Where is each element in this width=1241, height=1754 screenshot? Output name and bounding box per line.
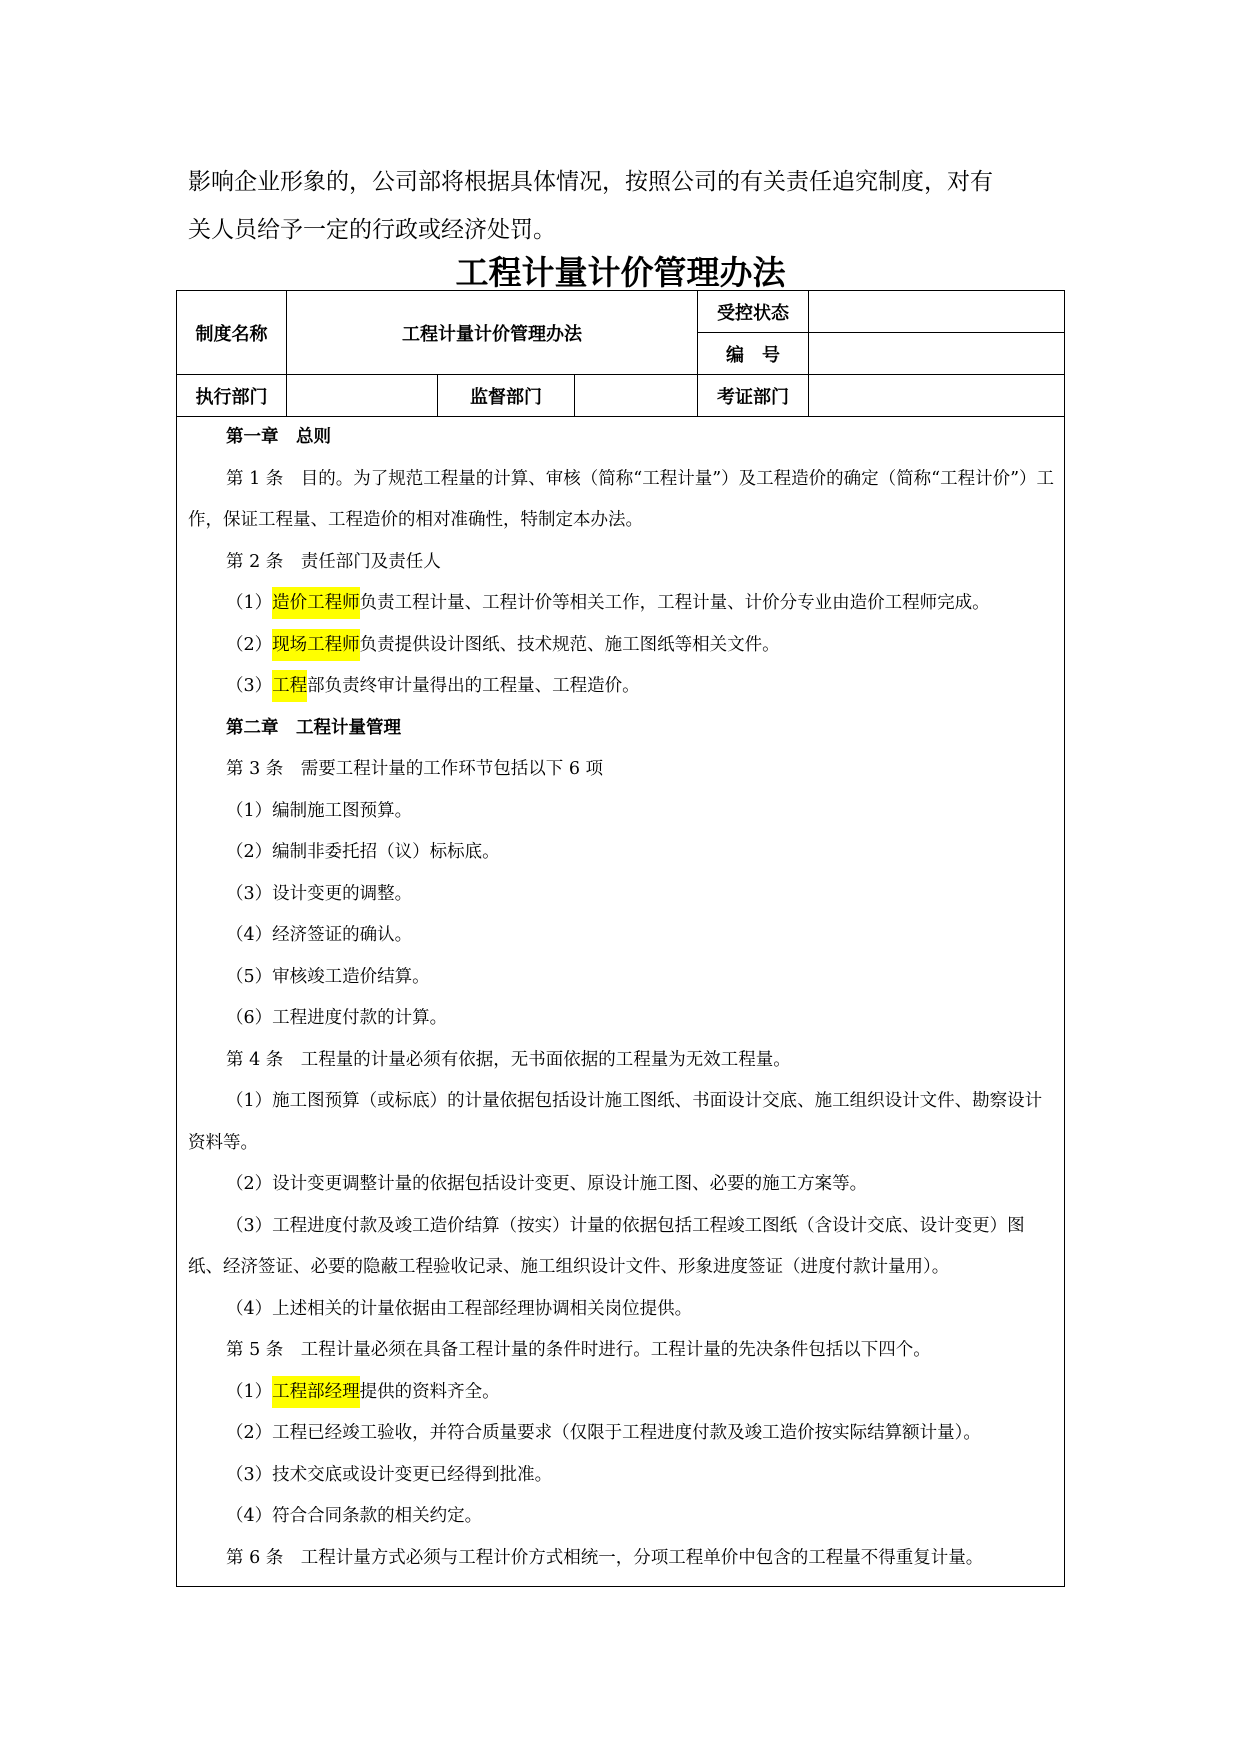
article-2-item-3: [188, 666, 1058, 708]
intro-line-2: 关人员给予一定的行政或经济处罚。: [188, 217, 556, 243]
name-label-cell: [176, 290, 287, 375]
item-number: （1）: [226, 593, 273, 613]
status-label: 受控状态: [717, 302, 789, 324]
article-3-item: （2）编制非委托招（议）标标底。: [226, 842, 500, 862]
exec-label-cell: [176, 374, 287, 417]
intro-paragraph: [188, 158, 1068, 254]
name-value-cell: [286, 290, 698, 375]
verify-label-cell: [697, 374, 809, 417]
status-label-cell: [697, 290, 809, 333]
article-1: 第 1 条 目的。为了规范工程量的计算、审核（简称“工程计量”）及工程造价的确定（简称“工程计价”）工作，保证工程量、工程造价的相对准确性，特制定本办法。: [188, 468, 1055, 530]
chapter-1-heading: 第一章 总则: [226, 427, 331, 447]
supervise-label-cell: [437, 374, 575, 417]
article-5-item-3: （3）技术交底或设计变更已经得到批准。: [226, 1464, 553, 1485]
number-label: 编 号: [726, 344, 780, 366]
chapter-2-heading: 第二章 工程计量管理: [226, 717, 401, 738]
article-4-item-3: （3）工程进度付款及竣工造价结算（按实）计量的依据包括工程竣工图纸（含设计交底、设计变更）图纸、经济签证、必要的隐蔽工程验收记录、施工组织设计文件、形象进度签证（进度付款计量用）。: [188, 1215, 1025, 1277]
supervise-value-cell: [574, 374, 698, 417]
article-4: 第 4 条 工程量的计量必须有依据，无书面依据的工程量为无效工程量。: [226, 1049, 791, 1070]
highlighted-term: 造价工程师: [272, 587, 360, 619]
exec-value-cell: [286, 374, 438, 417]
number-label-cell: [697, 332, 809, 375]
article-2: 第 2 条 责任部门及责任人: [226, 551, 441, 572]
name-value: 工程计量计价管理办法: [402, 323, 582, 345]
item-text: 负责提供设计图纸、技术规范、施工图纸等相关文件。: [359, 634, 780, 655]
item-text: 提供的资料齐全。: [359, 1381, 500, 1402]
article-3-item: （5）审核竣工造价结算。: [226, 966, 430, 987]
article-3-item: （4）经济签证的确认。: [226, 925, 413, 945]
article-4-item-2: （2）设计变更调整计量的依据包括设计变更、原设计施工图、必要的施工方案等。: [226, 1174, 868, 1194]
item-number: （1）: [226, 1381, 273, 1402]
item-number: （3）: [226, 676, 273, 696]
regulation-body: [188, 417, 1058, 1579]
name-label: 制度名称: [195, 323, 268, 345]
article-2-item-1: [188, 583, 1058, 625]
article-3-item: （3）设计变更的调整。: [226, 883, 413, 904]
supervise-label: 监督部门: [470, 386, 542, 408]
verify-label: 考证部门: [717, 386, 789, 408]
doc-title: 工程计量计价管理办法: [455, 253, 786, 292]
article-4-item-1: （1）施工图预算（或标底）的计量依据包括设计施工图纸、书面设计交底、施工组织设计文件、勘察设计资料等。: [188, 1091, 1043, 1153]
intro-line-1: 影响企业形象的，公司部将根据具体情况，按照公司的有关责任追究制度，对有: [188, 169, 993, 195]
article-2-item-2: [188, 625, 1058, 667]
item-number: （2）: [226, 634, 273, 655]
article-3-item: （1）编制施工图预算。: [226, 800, 413, 821]
highlighted-term: 工程: [272, 670, 307, 702]
article-3: 第 3 条 需要工程计量的工作环节包括以下 6 项: [226, 759, 604, 779]
status-value-cell: [808, 290, 1065, 333]
item-text: 部负责终审计量得出的工程量、工程造价。: [307, 676, 640, 696]
highlighted-term: 现场工程师: [272, 629, 360, 661]
article-5-item-1: [188, 1372, 1058, 1414]
article-5-item-4: （4）符合合同条款的相关约定。: [226, 1506, 483, 1526]
article-5-item-2: （2）工程已经竣工验收，并符合质量要求（仅限于工程进度付款及竣工造价按实际结算额计量）。: [226, 1423, 981, 1443]
verify-value-cell: [808, 374, 1065, 417]
article-5: 第 5 条 工程计量必须在具备工程计量的条件时进行。工程计量的先决条件包括以下四个。: [226, 1340, 931, 1360]
number-value-cell: [808, 332, 1065, 375]
highlighted-term: 工程部经理: [272, 1376, 360, 1408]
item-text: 负责工程计量、工程计价等相关工作，工程计量、计价分专业由造价工程师完成。: [359, 593, 990, 613]
article-4-item-4: （4）上述相关的计量依据由工程部经理协调相关岗位提供。: [226, 1298, 693, 1319]
article-6: 第 6 条 工程计量方式必须与工程计价方式相统一，分项工程单价中包含的工程量不得重复计量。: [226, 1547, 984, 1568]
article-3-item: （6）工程进度付款的计算。: [226, 1008, 448, 1028]
exec-label: 执行部门: [195, 386, 268, 408]
